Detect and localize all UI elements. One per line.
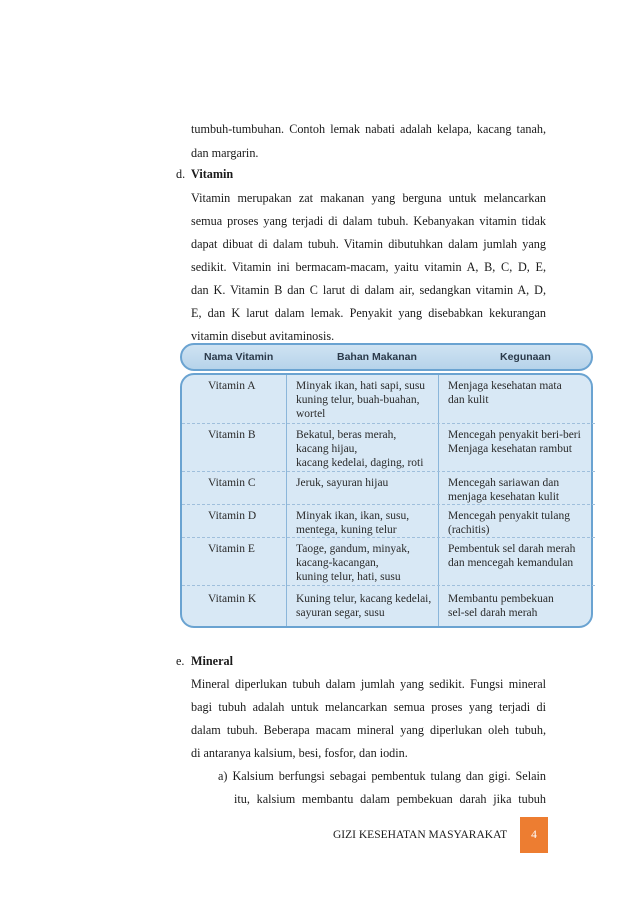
- table-cell-name: Vitamin K: [208, 593, 257, 605]
- paragraph-line: di antaranya kalsium, besi, fosfor, dan iodin.: [191, 746, 408, 760]
- paragraph-line: dan margarin.: [191, 146, 259, 160]
- table-cell-name: Vitamin E: [208, 543, 255, 555]
- table-cell-food: Bekatul, beras merah, kacang hijau, kacang kedelai, daging, roti: [296, 429, 424, 469]
- table-header-cell: Nama Vitamin: [204, 351, 274, 363]
- table-cell-use: Pembentuk sel darah merah dan mencegah kemandulan: [448, 543, 576, 569]
- paragraph-line: tumbuh-tumbuhan. Contoh lemak nabati adalah kelapa, kacang tanah,: [191, 122, 546, 136]
- table-cell-food: Kuning telur, kacang kedelai, sayuran segar, susu: [296, 593, 432, 619]
- table-cell-name: Vitamin C: [208, 477, 256, 489]
- row-divider: [182, 585, 595, 586]
- table-cell-use: Membantu pembekuan sel-sel darah merah: [448, 593, 554, 619]
- vitamin-table: [180, 343, 593, 628]
- paragraph-line: Vitamin merupakan zat makanan yang berguna untuk melancarkan: [191, 191, 546, 205]
- table-cell-name: Vitamin A: [208, 380, 256, 392]
- paragraph-line: dalam tubuh. Beberapa macam mineral yang diperlukan oleh tubuh,: [191, 723, 546, 737]
- table-cell-food: Jeruk, sayuran hijau: [296, 477, 389, 489]
- table-header-cell: Kegunaan: [500, 351, 551, 363]
- table-cell-food: Minyak ikan, ikan, susu, mentega, kuning telur: [296, 510, 410, 536]
- row-divider: [182, 504, 595, 505]
- table-cell-name: Vitamin B: [208, 429, 256, 441]
- table-header-row: [180, 343, 593, 371]
- paragraph-line: a) Kalsium berfungsi sebagai pembentuk tulang dan gigi. Selain: [218, 769, 546, 783]
- page-number: 4: [520, 817, 548, 853]
- paragraph-line: Mineral diperlukan tubuh dalam jumlah yang sedikit. Fungsi mineral: [191, 677, 546, 691]
- list-marker: e.: [176, 654, 185, 668]
- footer-title: GIZI KESEHATAN MASYARAKAT: [333, 829, 508, 841]
- paragraph-line: sedikit. Vitamin ini bermacam-macam, yaitu vitamin A, B, C, D, E,: [191, 260, 546, 274]
- paragraph-line: dan K. Vitamin B dan C larut di dalam air, sedangkan vitamin A, D,: [191, 283, 546, 297]
- table-cell-use: Menjaga kesehatan mata dan kulit: [448, 380, 562, 406]
- paragraph-line: E, dan K larut dalam lemak. Penyakit yang disebabkan kekurangan: [191, 306, 546, 320]
- section-heading-vitamin: Vitamin: [191, 167, 234, 181]
- row-divider: [182, 471, 595, 472]
- table-cell-food: Taoge, gandum, minyak, kacang-kacangan, kuning telur, hati, susu: [296, 543, 410, 583]
- paragraph-line: bagi tubuh adalah untuk melancarkan semua proses yang terjadi di: [191, 700, 546, 714]
- table-header-cell: Bahan Makanan: [337, 351, 417, 363]
- section-heading-mineral: Mineral: [191, 654, 233, 668]
- paragraph-line: dapat dibuat di dalam tubuh. Vitamin dibutuhkan dalam jumlah yang: [191, 237, 546, 251]
- list-marker: d.: [176, 167, 186, 181]
- column-divider: [286, 375, 287, 626]
- table-cell-name: Vitamin D: [208, 510, 257, 522]
- table-cell-use: Mencegah sariawan dan menjaga kesehatan kulit: [448, 477, 560, 503]
- table-cell-food: Minyak ikan, hati sapi, susu kuning telur, buah-buahan, wortel: [296, 380, 426, 420]
- table-body: [180, 373, 593, 628]
- paragraph-line: itu, kalsium membantu dalam pembekuan darah jika tubuh: [234, 792, 546, 806]
- table-cell-use: Mencegah penyakit beri-beri Menjaga kesehatan rambut: [448, 429, 581, 455]
- column-divider: [438, 375, 439, 626]
- table-cell-use: Mencegah penyakit tulang (rachitis): [448, 510, 570, 536]
- paragraph-line: semua proses yang terjadi di dalam tubuh. Kebanyakan vitamin tidak: [191, 214, 546, 228]
- paragraph-line: vitamin disebut avitaminosis.: [191, 329, 335, 343]
- row-divider: [182, 423, 595, 424]
- row-divider: [182, 537, 595, 538]
